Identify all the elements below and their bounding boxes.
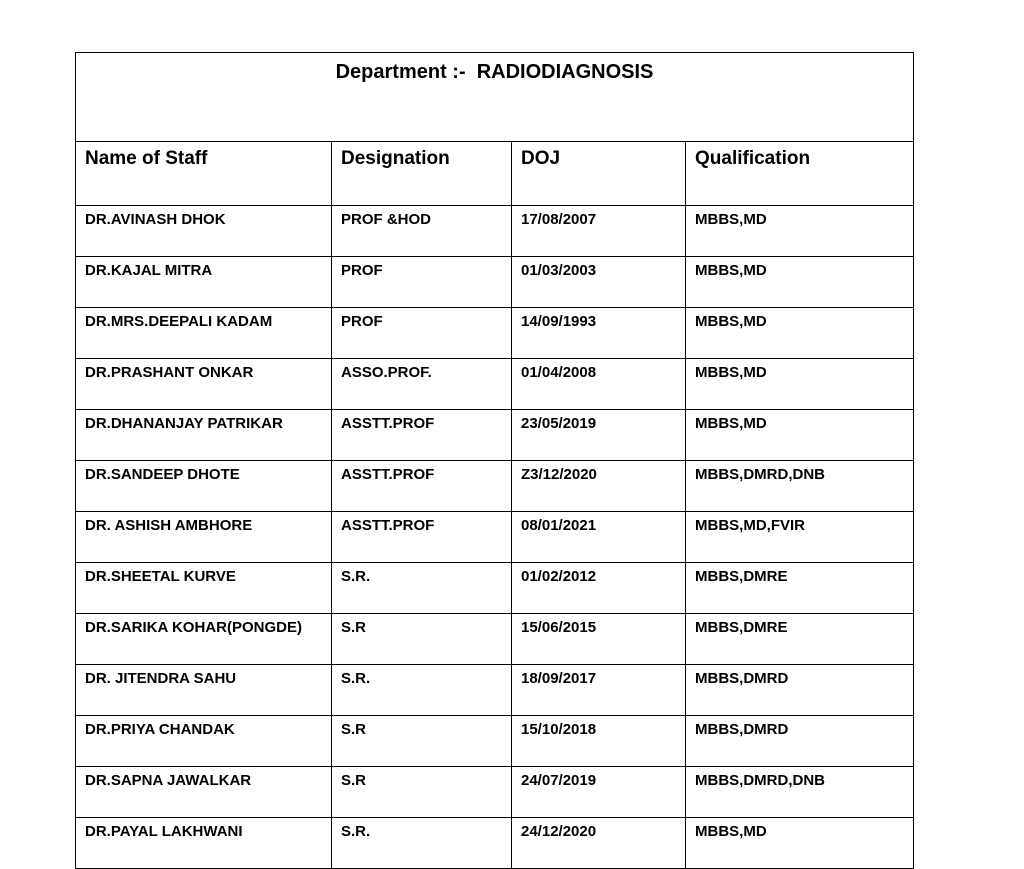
staff-designation: S.R (332, 614, 512, 665)
staff-designation: S.R (332, 716, 512, 767)
staff-doj: 24/07/2019 (512, 767, 686, 818)
staff-qualification: MBBS,MD,FVIR (686, 512, 914, 563)
table-row (76, 767, 914, 818)
staff-designation: ASSO.PROF. (332, 359, 512, 410)
staff-qualification: MBBS,MD (686, 818, 914, 869)
staff-name: DR.SAPNA JAWALKAR (76, 767, 332, 818)
staff-name: DR. ASHISH AMBHORE (76, 512, 332, 563)
staff-name: DR.SARIKA KOHAR(PONGDE) (76, 614, 332, 665)
staff-doj: 18/09/2017 (512, 665, 686, 716)
staff-name: DR.PRASHANT ONKAR (76, 359, 332, 410)
staff-designation: PROF &HOD (332, 206, 512, 257)
staff-name: DR.MRS.DEEPALI KADAM (76, 308, 332, 359)
table-row (76, 308, 914, 359)
staff-doj: 01/03/2003 (512, 257, 686, 308)
staff-qualification: MBBS,MD (686, 206, 914, 257)
table-row (76, 665, 914, 716)
staff-qualification: MBBS,DMRD (686, 665, 914, 716)
staff-qualification: MBBS,DMRD (686, 716, 914, 767)
staff-doj: 01/04/2008 (512, 359, 686, 410)
staff-doj: 15/10/2018 (512, 716, 686, 767)
staff-designation: S.R. (332, 665, 512, 716)
title-row (76, 53, 914, 142)
table-row (76, 410, 914, 461)
table-row (76, 257, 914, 308)
staff-name: DR. JITENDRA SAHU (76, 665, 332, 716)
staff-doj: 08/01/2021 (512, 512, 686, 563)
staff-qualification: MBBS,DMRD,DNB (686, 461, 914, 512)
table-row (76, 206, 914, 257)
column-header-designation: Designation (332, 142, 512, 206)
table-row (76, 716, 914, 767)
staff-designation: ASSTT.PROF (332, 512, 512, 563)
staff-qualification: MBBS,DMRE (686, 614, 914, 665)
staff-qualification: MBBS,MD (686, 410, 914, 461)
staff-qualification: MBBS,MD (686, 257, 914, 308)
staff-doj: 01/02/2012 (512, 563, 686, 614)
staff-designation: ASSTT.PROF (332, 410, 512, 461)
staff-name: DR.AVINASH DHOK (76, 206, 332, 257)
column-header-name: Name of Staff (76, 142, 332, 206)
staff-name: DR.SHEETAL KURVE (76, 563, 332, 614)
staff-designation: ASSTT.PROF (332, 461, 512, 512)
staff-designation: S.R (332, 767, 512, 818)
staff-designation: PROF (332, 308, 512, 359)
table-row (76, 563, 914, 614)
staff-doj: 15/06/2015 (512, 614, 686, 665)
staff-name: DR.SANDEEP DHOTE (76, 461, 332, 512)
column-header-doj: DOJ (512, 142, 686, 206)
staff-name: DR.KAJAL MITRA (76, 257, 332, 308)
header-row (76, 142, 914, 206)
staff-designation: PROF (332, 257, 512, 308)
staff-designation: S.R. (332, 563, 512, 614)
staff-qualification: MBBS,DMRE (686, 563, 914, 614)
staff-name: DR.DHANANJAY PATRIKAR (76, 410, 332, 461)
staff-doj: 17/08/2007 (512, 206, 686, 257)
staff-doj: 23/05/2019 (512, 410, 686, 461)
staff-designation: S.R. (332, 818, 512, 869)
table-row (76, 614, 914, 665)
department-title (76, 53, 914, 142)
staff-name: DR.PRIYA CHANDAK (76, 716, 332, 767)
column-header-qualification: Qualification (686, 142, 914, 206)
staff-qualification: MBBS,MD (686, 359, 914, 410)
table-row (76, 818, 914, 869)
table-row (76, 512, 914, 563)
staff-qualification: MBBS,MD (686, 308, 914, 359)
staff-name: DR.PAYAL LAKHWANI (76, 818, 332, 869)
staff-qualification: MBBS,DMRD,DNB (686, 767, 914, 818)
staff-doj: 24/12/2020 (512, 818, 686, 869)
staff-doj: 14/09/1993 (512, 308, 686, 359)
staff-table (75, 52, 914, 869)
table-row (76, 359, 914, 410)
staff-doj: Z3/12/2020 (512, 461, 686, 512)
department-title-text: Department :- RADIODIAGNOSIS (335, 61, 654, 83)
table-row (76, 461, 914, 512)
